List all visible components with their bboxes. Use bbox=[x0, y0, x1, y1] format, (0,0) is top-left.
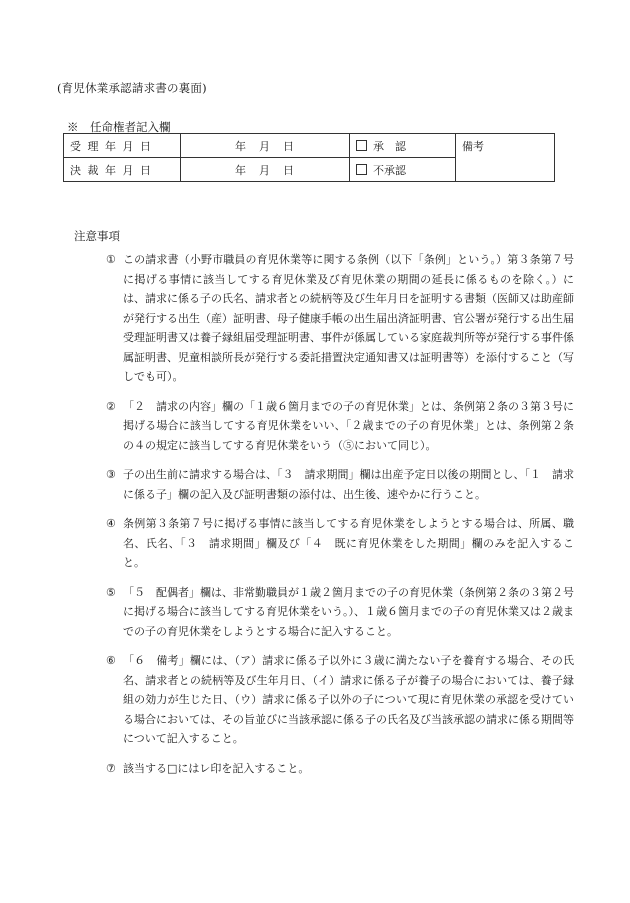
decision-date-field[interactable]: 年 月 日 bbox=[181, 158, 350, 182]
remarks-cell[interactable] bbox=[456, 134, 555, 182]
note-text: 「６ 備考」欄には、（ア）請求に係る子以外に３歳に満たない子を養育する場合、その氏名、請求者との続柄等及び生年月日、（イ）請求に係る子が養子の場合においては、養子縁組の効力が生じた日、（ウ）請求に係る子以外の子について現に育児休業の承認を受けている場合においては、その旨並びに当該承認に係る子の氏名及び当該承認の請求に係る期間等について記入すること。 bbox=[123, 654, 574, 745]
notes-list bbox=[94, 250, 574, 788]
appointer-form-table bbox=[63, 133, 555, 182]
approve-label: 承 認 bbox=[373, 139, 406, 153]
note-number: ① bbox=[106, 253, 116, 266]
appointer-section-label: ※ 任命権者記入欄 bbox=[67, 120, 171, 134]
note-item bbox=[94, 250, 574, 387]
note-number: ③ bbox=[106, 468, 116, 481]
note-text: 「２ 請求の内容」欄の「１歳６箇月までの子の育児休業」とは、条例第２条の３第３号に掲げる場合に該当してする育児休業をいい、「２歳までの子の育児休業」とは、条例第２条の４の規定に該当してする育児休業をいう（⑤において同じ）。 bbox=[123, 399, 574, 452]
approve-option[interactable] bbox=[350, 134, 456, 158]
disapprove-checkbox[interactable] bbox=[356, 164, 367, 175]
note-text: 該当する□にはレ印を記入すること。 bbox=[123, 761, 310, 775]
note-number: ⑤ bbox=[106, 585, 116, 599]
note-item bbox=[94, 465, 574, 504]
note-number: ⑥ bbox=[106, 654, 116, 667]
note-item bbox=[94, 397, 574, 456]
note-item bbox=[94, 759, 574, 779]
remarks-label: 備考 bbox=[462, 140, 484, 153]
note-text: この請求書（小野市職員の育児休業等に関する条例（以下「条例」という。）第３条第７号に掲げる事情に該当してする育児休業及び育児休業の期間の延長に係るものを除く。）には、請求に係る子の氏名、請求者との続柄等及び生年月日を証明する書類（医師又は助産師が発行する出生（産）証明書、母子健康手帳の出生届出済証明書、官公署が発行する出生届受理証明書又は養子縁組届受理証明書、事件が係属している家庭裁判所等が発行する事件係属証明書、児童相談所長が発行する委託措置決定通知書又は証明書等）を添付すること（写しでも可）。 bbox=[123, 253, 574, 383]
decision-date-label: 決裁年月日 bbox=[64, 158, 181, 182]
header-note: (育児休業承認請求書の裏面) bbox=[57, 81, 207, 95]
note-text: 「５ 配偶者」欄は、非常勤職員が１歳２箇月までの子の育児休業（条例第２条の３第２号に掲げる場合に該当してする育児休業をいう。）、１歳６箇月までの子の育児休業又は２歳までの子の育児休業をしようとする場合に記入すること。 bbox=[123, 585, 574, 638]
note-text: 条例第３条第７号に掲げる事情に該当してする育児休業をしようとする場合は、所属、職名、氏名、「３ 請求期間」欄及び「４ 既に育児休業をした期間」欄のみを記入すること。 bbox=[123, 517, 574, 569]
note-number: ⑦ bbox=[106, 761, 116, 775]
disapprove-option[interactable] bbox=[350, 158, 456, 182]
note-item bbox=[94, 651, 574, 749]
form-row-received bbox=[64, 134, 555, 158]
notes-title: 注意事項 bbox=[74, 229, 120, 243]
approve-checkbox[interactable] bbox=[356, 140, 367, 151]
received-date-field[interactable]: 年 月 日 bbox=[181, 134, 350, 158]
note-item bbox=[94, 583, 574, 642]
note-item bbox=[94, 514, 574, 573]
note-text: 子の出生前に請求する場合は、「３ 請求期間」欄は出産予定日以後の期間とし、「１ 請求に係る子」欄の記入及び証明書類の添付は、出生後、速やかに行うこと。 bbox=[123, 468, 574, 501]
received-date-label: 受理年月日 bbox=[64, 134, 181, 158]
disapprove-label: 不承認 bbox=[373, 163, 406, 177]
note-number: ④ bbox=[106, 517, 116, 530]
note-number: ② bbox=[106, 399, 116, 413]
